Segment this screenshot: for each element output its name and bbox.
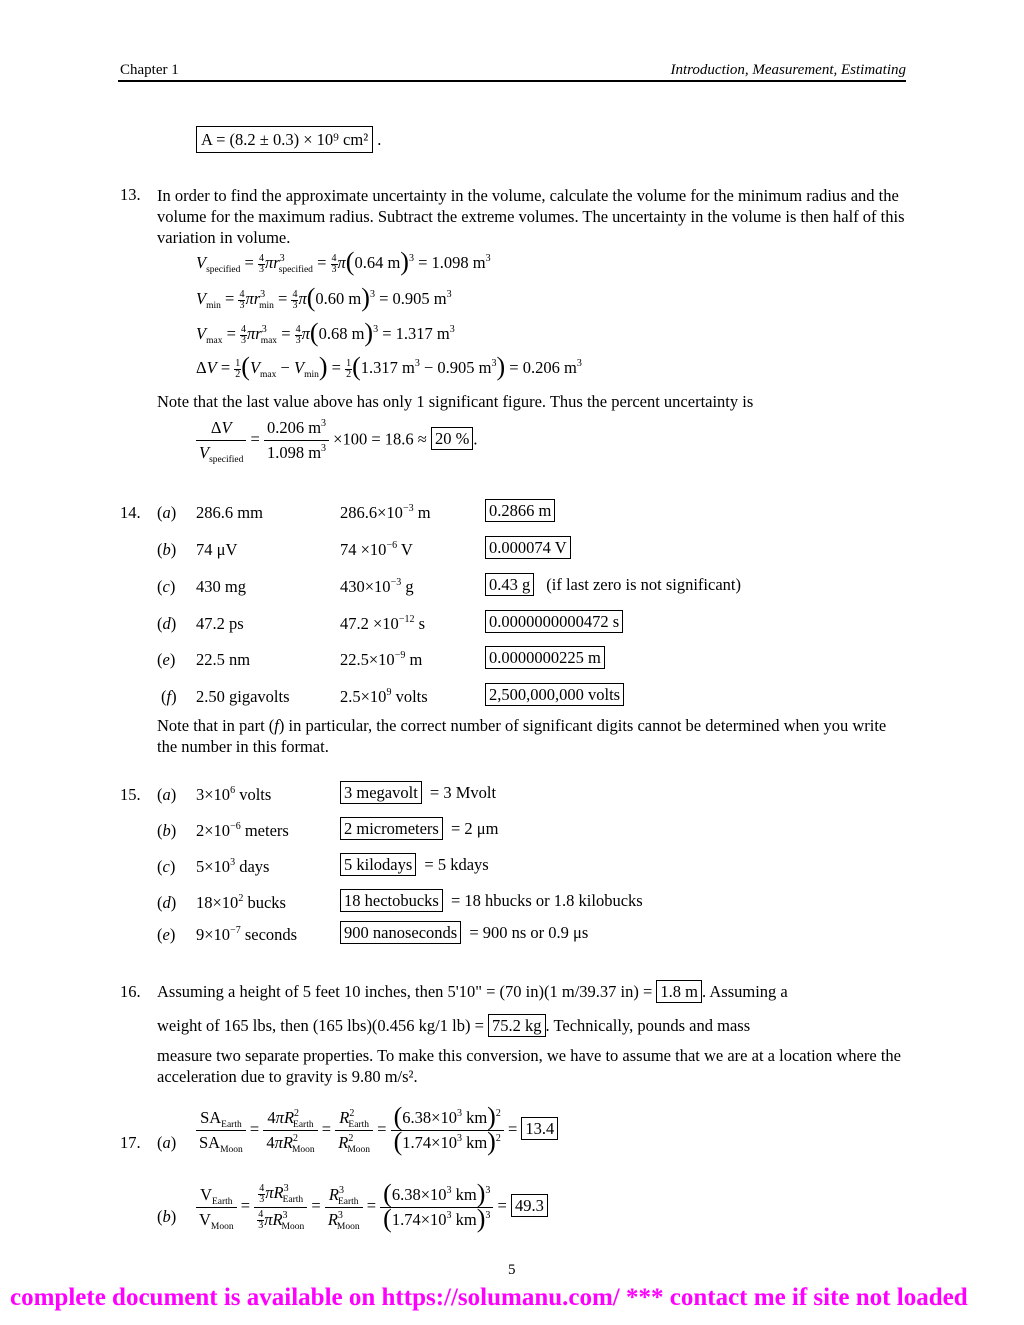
problem-16-line-1 <box>157 982 788 1002</box>
part-letter: c <box>162 857 170 876</box>
area-result <box>196 130 381 150</box>
part-label: (e) <box>157 650 176 669</box>
scientific-notation: $74 \times 10^{-6}$ V <box>340 540 413 559</box>
problem-16-line-2 <box>157 1016 750 1036</box>
part-letter: b <box>162 540 171 559</box>
part-letter: d <box>162 614 171 633</box>
height-after-text: . Assuming a <box>702 982 788 1001</box>
header-chapter: Chapter 1 <box>120 62 179 78</box>
prefix-answer <box>340 783 496 803</box>
exponent: 3 <box>230 857 236 868</box>
answer-row <box>485 648 605 668</box>
delta-v-value: 0.206 m <box>522 358 577 377</box>
power-of-ten-quantity: $9\times 10^{-7}$ seconds <box>196 925 298 944</box>
problem-16-line-3: measure two separate properties. To make this conversion, we have to assume that we are at a location where the acceleration due to gravity is 9.80 m/s². <box>157 1046 901 1086</box>
given-quantity: 286.6 mm <box>196 503 263 522</box>
surface-area-result-box: 13.4 <box>521 1117 558 1140</box>
answer-box: 900 nanoseconds <box>340 921 461 944</box>
answer-equivalent: = 18 hbucks or 1.8 kilobucks <box>446 891 643 910</box>
promo-footer-link[interactable]: complete document is available on https://solumanu.com/ *** contact me if site not loaded <box>10 1284 968 1311</box>
answer-equivalent: = 3 Mvolt <box>425 783 497 802</box>
weight-conversion-text: weight of 165 lbs, then (165 lbs)(0.456 kg/1 lb) = <box>157 1016 484 1035</box>
v-min-value: 0.905 m <box>392 289 447 308</box>
percent-result-box: 20 % <box>431 427 473 450</box>
part-label: (f) <box>161 687 177 706</box>
exponent: −9 <box>394 650 406 661</box>
power-of-ten-quantity: $2\times 10^{-6}$ meters <box>196 821 289 840</box>
problem-15-number: 15. <box>120 785 141 804</box>
part-label: (d) <box>157 893 177 912</box>
v-min-equation: $V_{min}$ = $\frac{4}{3}$ $\pi r^3_{min}$ = $\frac{4}{3}$ π(0.60 m)$^3$ = 0.905 $m^3$ <box>196 283 452 312</box>
weight-result-box: 75.2 kg <box>488 1014 546 1037</box>
answer-row <box>485 685 624 705</box>
part-letter: b <box>162 821 171 840</box>
prefix-answer <box>340 855 489 875</box>
v-specified-equation: $V_{specified}$ = $\frac{4}{3}$ $\pi r^3_{specified}$ = $\frac{4}{3}$ π(0.64 m)$^3$ = 1.098 $m^3$ <box>196 247 491 276</box>
answer-equivalent: = 2 μm <box>446 819 499 838</box>
v-specified-value: 1.098 m <box>431 253 486 272</box>
part-label: (c) <box>157 577 176 596</box>
exponent: −6 <box>386 540 398 551</box>
answer-box: 0.2866 m <box>485 499 555 522</box>
part-label: (d) <box>157 614 177 633</box>
weight-after-text: . Technically, pounds and mass <box>545 1016 751 1035</box>
power-of-ten-quantity: $5\times 10^3$ days <box>196 857 270 876</box>
header-rule <box>118 80 906 82</box>
given-quantity: 22.5 nm <box>196 650 251 669</box>
answer-equivalent: = 5 kdays <box>420 855 489 874</box>
part-letter: e <box>162 925 170 944</box>
problem-17-number: 17. <box>120 1133 141 1152</box>
prefix-answer <box>340 891 643 911</box>
answer-box: 5 kilodays <box>340 853 416 876</box>
given-quantity: 430 mg <box>196 577 246 596</box>
scientific-notation: $2.5\times 10^9$ volts <box>340 687 428 706</box>
answer-equivalent: = 900 ns or 0.9 μs <box>465 923 589 942</box>
part-label: (a) <box>157 785 177 804</box>
delta-v-equation: ΔV = $\frac{1}{2}$ $(V_{max} - V_{min})$ = $\frac{1}{2}$ (1.317 $m^3 - 0.905$ $m^3) = 0.206$ $m^3$ <box>196 352 582 381</box>
scientific-notation: $47.2 \times 10^{-12}$ s <box>340 614 425 633</box>
answer-row <box>485 501 555 521</box>
answer-box: 3 megavolt <box>340 781 422 804</box>
part-letter: e <box>162 650 170 669</box>
answer-box: 2 micrometers <box>340 817 443 840</box>
part-letter: c <box>162 577 170 596</box>
part-label: (e) <box>157 925 176 944</box>
part-letter: d <box>162 893 171 912</box>
v-max-value: 1.317 m <box>395 324 450 343</box>
exponent: −7 <box>230 925 241 936</box>
volume-ratio-equation: $\frac{V_{Earth}}{V_{Moon}}$ = $\frac{4}{3}$ $\pi R^3_{Earth}$ $\frac{4}{3}$ $\pi R^3_{Moon}$ = $\frac{R^3_{Earth}}{R^3_{Moon}}$ = $\frac{(6.38\times 10^3 km)^3}{(1.74\times 10^3 km)^3}$ = 49.3 <box>196 1183 548 1231</box>
scientific-notation: $286.6\times 10^{-3}$ m <box>340 503 431 522</box>
volume-result-box: 49.3 <box>511 1194 548 1217</box>
prefix-answer <box>340 923 588 943</box>
given-quantity: 47.2 ps <box>196 614 244 633</box>
answer-row <box>485 575 741 595</box>
problem-14-number: 14. <box>120 503 141 522</box>
problem-16-number: 16. <box>120 982 141 1001</box>
height-result-box: 1.8 m <box>656 980 702 1003</box>
answer-box: 0.0000000225 m <box>485 646 605 669</box>
power-of-ten-quantity: $3\times 10^6$ volts <box>196 785 272 804</box>
part-letter: f <box>166 687 172 706</box>
page-number: 5 <box>508 1262 516 1278</box>
exponent: −3 <box>402 503 414 514</box>
answer-box: 0.000074 V <box>485 536 571 559</box>
exponent: 9 <box>386 687 392 698</box>
part-letter: a <box>162 503 171 522</box>
answer-note: (if last zero is not significant) <box>546 575 741 594</box>
answer-box: 0.0000000000472 s <box>485 610 623 633</box>
exponent: −6 <box>230 821 241 832</box>
problem-17a-label: (a) <box>157 1133 177 1152</box>
v-max-equation: $V_{max}$ = $\frac{4}{3}$ $\pi r^3_{max}$ = $\frac{4}{3}$ π(0.68 m)$^3$ = 1.317 $m^3$ <box>196 318 455 347</box>
answer-box: 2,500,000,000 volts <box>485 683 624 706</box>
answer-box: 18 hectobucks <box>340 889 443 912</box>
answer-row <box>485 612 623 632</box>
exponent: 2 <box>238 893 244 904</box>
part-letter: a <box>162 785 171 804</box>
scientific-notation: $22.5\times 10^{-9}$ m <box>340 650 423 669</box>
scientific-notation: $430\times 10^{-3}$ g <box>340 577 414 596</box>
height-conversion-text: Assuming a height of 5 feet 10 inches, then 5'10" = (70 in)(1 m/39.37 in) = <box>157 982 653 1001</box>
area-result-period: . <box>377 130 382 149</box>
given-quantity: 74 μV <box>196 540 238 559</box>
part-label: (a) <box>157 503 177 522</box>
prefix-answer <box>340 819 498 839</box>
exponent: −12 <box>398 614 415 625</box>
header-title: Introduction, Measurement, Estimating <box>670 62 906 78</box>
part-label: (b) <box>157 821 177 840</box>
given-quantity: 2.50 gigavolts <box>196 687 290 706</box>
problem-13-text: In order to find the approximate uncertainty in the volume, calculate the volume for the minimum radius and the volume for the maximum radius. Subtract the extreme volumes. The uncertainty in the volume is then half of this variation in volume. <box>157 186 905 247</box>
surface-area-ratio-equation: $\frac{SA_{Earth}}{SA_{Moon}}$ = $\frac{4\pi R^2_{Earth}}{4\pi R^2_{Moon}}$ = $\frac{R^2_{Earth}}{R^2_{Moon}}$ = $\frac{(6.38\times 10^3 km)^2}{(1.74\times 10^3 km)^2}$ = 13.4 <box>196 1108 558 1153</box>
answer-box: 0.43 g <box>485 573 534 596</box>
area-result-box: A = (8.2 ± 0.3) × 10⁹ cm² <box>196 126 373 153</box>
exponent: 6 <box>230 785 236 796</box>
answer-row <box>485 538 571 558</box>
problem-13-number: 13. <box>120 185 141 204</box>
problem-17b-label: (b) <box>157 1207 177 1226</box>
part-label: (b) <box>157 540 177 559</box>
problem-14-note: Note that in part (f) in particular, the correct number of significant digits cannot be determined when you write the number in this format. <box>157 716 887 756</box>
part-label: (c) <box>157 857 176 876</box>
exponent: −3 <box>390 577 402 588</box>
problem-13-note: Note that the last value above has only 1 significant figure. Thus the percent uncertainty is <box>157 392 754 411</box>
percent-uncertainty-equation: $\frac{\Delta V}{V_{specified}}$ = $\frac{0.206 m^3}{1.098 m^3}$ ×100 = 18.6 ≈ 20 % . <box>196 418 477 463</box>
power-of-ten-quantity: $18\times 10^2$ bucks <box>196 893 286 912</box>
